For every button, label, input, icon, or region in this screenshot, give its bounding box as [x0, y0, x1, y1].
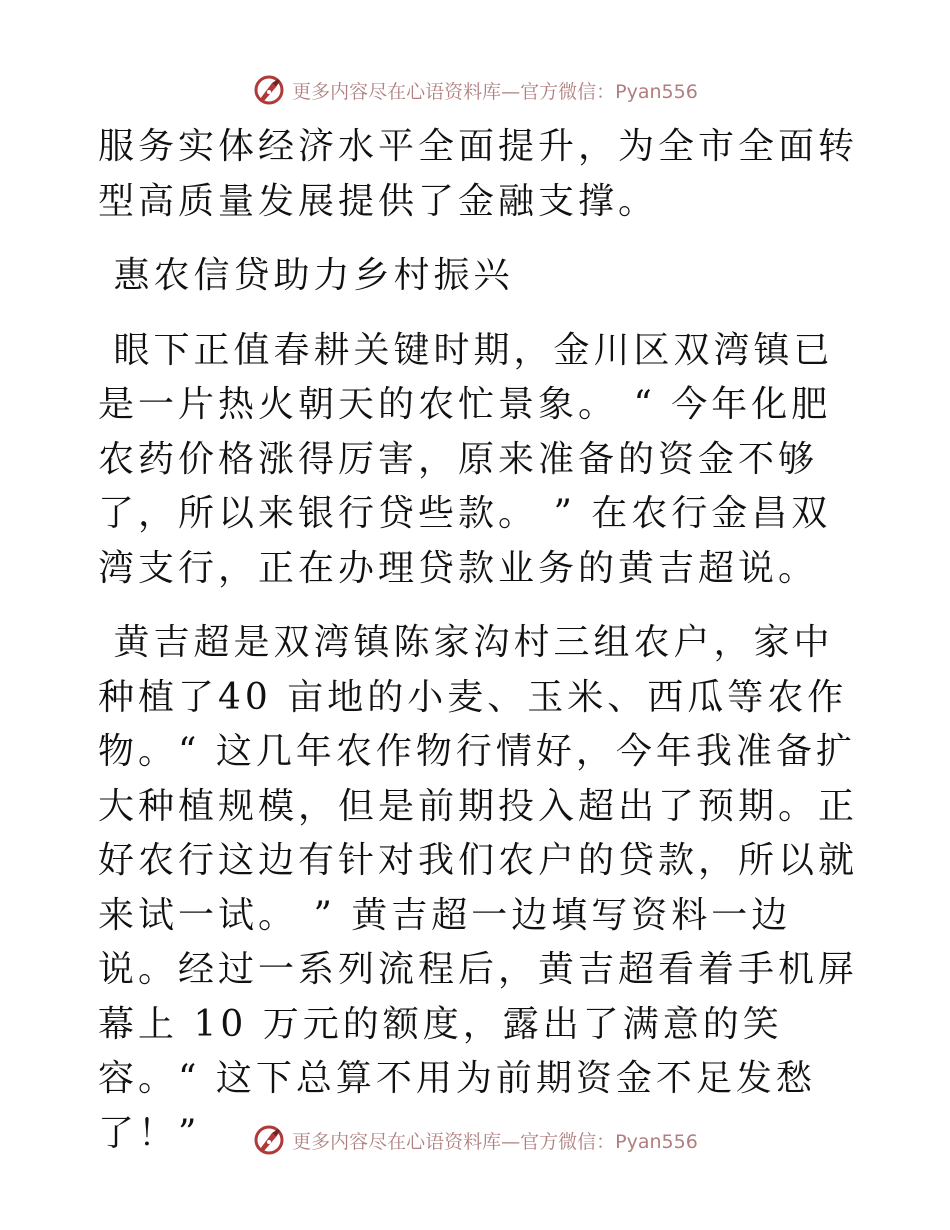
- section-heading: 惠农信贷助力乡村振兴: [98, 255, 514, 296]
- paragraph-2: 眼下正值春耕关键时期，金川区双湾镇已是一片热火朝天的农忙景象。 “ 今年化肥农药价格涨得厉害，原来准备的资金不够了，所以来银行贷些款。 ” 在农行金昌双湾支行，正在办理贷款业务的黄吉超说。: [98, 329, 834, 589]
- footer-banner-text: [292, 1127, 698, 1154]
- header-banner: [0, 70, 950, 110]
- document-body: [98, 120, 858, 1161]
- footer-banner: [0, 1120, 950, 1160]
- footer-banner-label: 更多内容尽在心语资料库—官方微信：: [292, 1130, 616, 1153]
- pen-nib-logo-icon: [252, 73, 286, 107]
- paragraph-3: 黄吉超是双湾镇陈家沟村三组农户，家中种植了40 亩地的小麦、玉米、西瓜等农作物。“ 这几年农作物行情好，今年我准备扩大种植规模，但是前期投入超出了预期。正好农行这边有针对我们农户的贷款，所以就来试一试。 ” 黄吉超一边填写资料一边说。经过一系列流程后，黄吉超看着手机屏幕上 10 万元的额度，露出了满意的笑容。“ 这下总算不用为前期资金不足发愁了！”: [98, 622, 859, 1154]
- header-wechat-id: Pyan556: [615, 80, 698, 103]
- paragraph-1: 服务实体经济水平全面提升，为全市全面转型高质量发展提供了金融支撑。: [98, 126, 859, 222]
- header-banner-text: [292, 77, 698, 104]
- header-banner-label: 更多内容尽在心语资料库—官方微信：: [292, 80, 616, 103]
- pen-nib-logo-icon: [252, 1123, 286, 1157]
- footer-wechat-id: Pyan556: [615, 1130, 698, 1153]
